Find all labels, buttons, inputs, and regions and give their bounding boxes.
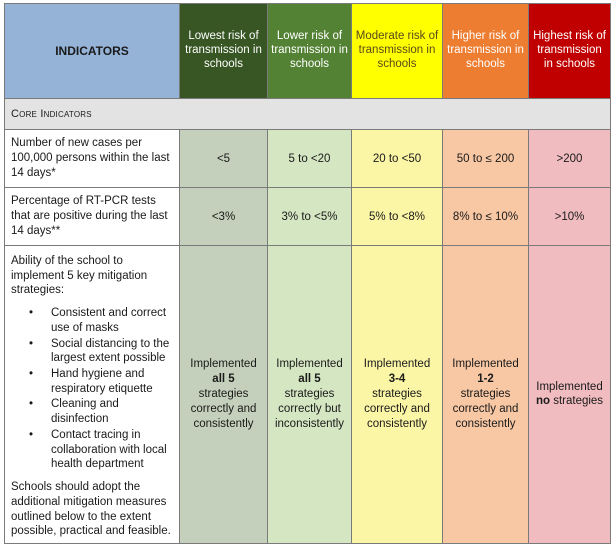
value-cell: 20 to <50 [352, 130, 443, 188]
bullet-icon: • [29, 368, 34, 381]
mitigation-cell: Implemented all 5 strategies correctly but inconsistently [268, 246, 352, 544]
value-cell: 5 to <20 [268, 130, 352, 188]
level-moderate-header: Moderate risk of transmission in schools [352, 4, 443, 99]
mitigation-intro: Ability of the school to implement 5 key mitigation strategies: [11, 255, 148, 297]
mitigation-cell: Implemented 1-2 strategies correctly and consistently [443, 246, 529, 544]
bullet-icon: • [29, 337, 34, 350]
core-indicators-label: Core Indicators [5, 99, 611, 130]
list-item: • Social distancing to the largest extent possible [29, 337, 170, 365]
value-cell: 50 to ≤ 200 [443, 130, 529, 188]
table-row [5, 246, 611, 544]
core-indicators-row [5, 99, 611, 130]
mitigation-cell: Implemented 3-4 strategies correctly and consistently [352, 246, 443, 544]
value-cell: 5% to <8% [352, 188, 443, 246]
header-row [5, 4, 611, 99]
value-cell: >200 [529, 130, 611, 188]
bullet-icon: • [29, 307, 34, 320]
level-higher-header: Higher risk of transmission in schools [443, 4, 529, 99]
list-item: • Contact tracing in collaboration with local health department [29, 428, 167, 471]
list-item: • Cleaning and disinfection [29, 398, 119, 426]
bullet-icon: • [29, 428, 34, 441]
list-item: • Consistent and correct use of masks [29, 307, 167, 334]
value-cell: <5 [180, 130, 268, 188]
bullet-icon: • [29, 398, 34, 411]
indicator-positive-tests: Percentage of RT-PCR tests that are positive during the last 14 days** [5, 188, 180, 246]
value-cell: <3% [180, 188, 268, 246]
mitigation-cell: Implemented all 5 strategies correctly and consistently [180, 246, 268, 544]
level-highest-header: Highest risk of transmission in schools [529, 4, 611, 99]
mitigation-outro: Schools should adopt the additional mitigation measures outlined below to the extent possible, practical and feasible. [11, 481, 171, 538]
mitigation-cell: Implemented no strategies [529, 246, 611, 544]
value-cell: >10% [529, 188, 611, 246]
mitigation-strategy-list [11, 306, 173, 472]
value-cell: 3% to <5% [268, 188, 352, 246]
school-risk-indicators-table [4, 3, 611, 544]
indicators-header: INDICATORS [5, 4, 180, 99]
level-lower-header: Lower risk of transmission in schools [268, 4, 352, 99]
indicator-new-cases: Number of new cases per 100,000 persons within the last 14 days* [5, 130, 180, 188]
level-lowest-header: Lowest risk of transmission in schools [180, 4, 268, 99]
indicator-mitigation [5, 246, 180, 544]
value-cell: 8% to ≤ 10% [443, 188, 529, 246]
table-row [5, 188, 611, 246]
table-row [5, 130, 611, 188]
list-item: • Hand hygiene and respiratory etiquette [29, 368, 153, 395]
